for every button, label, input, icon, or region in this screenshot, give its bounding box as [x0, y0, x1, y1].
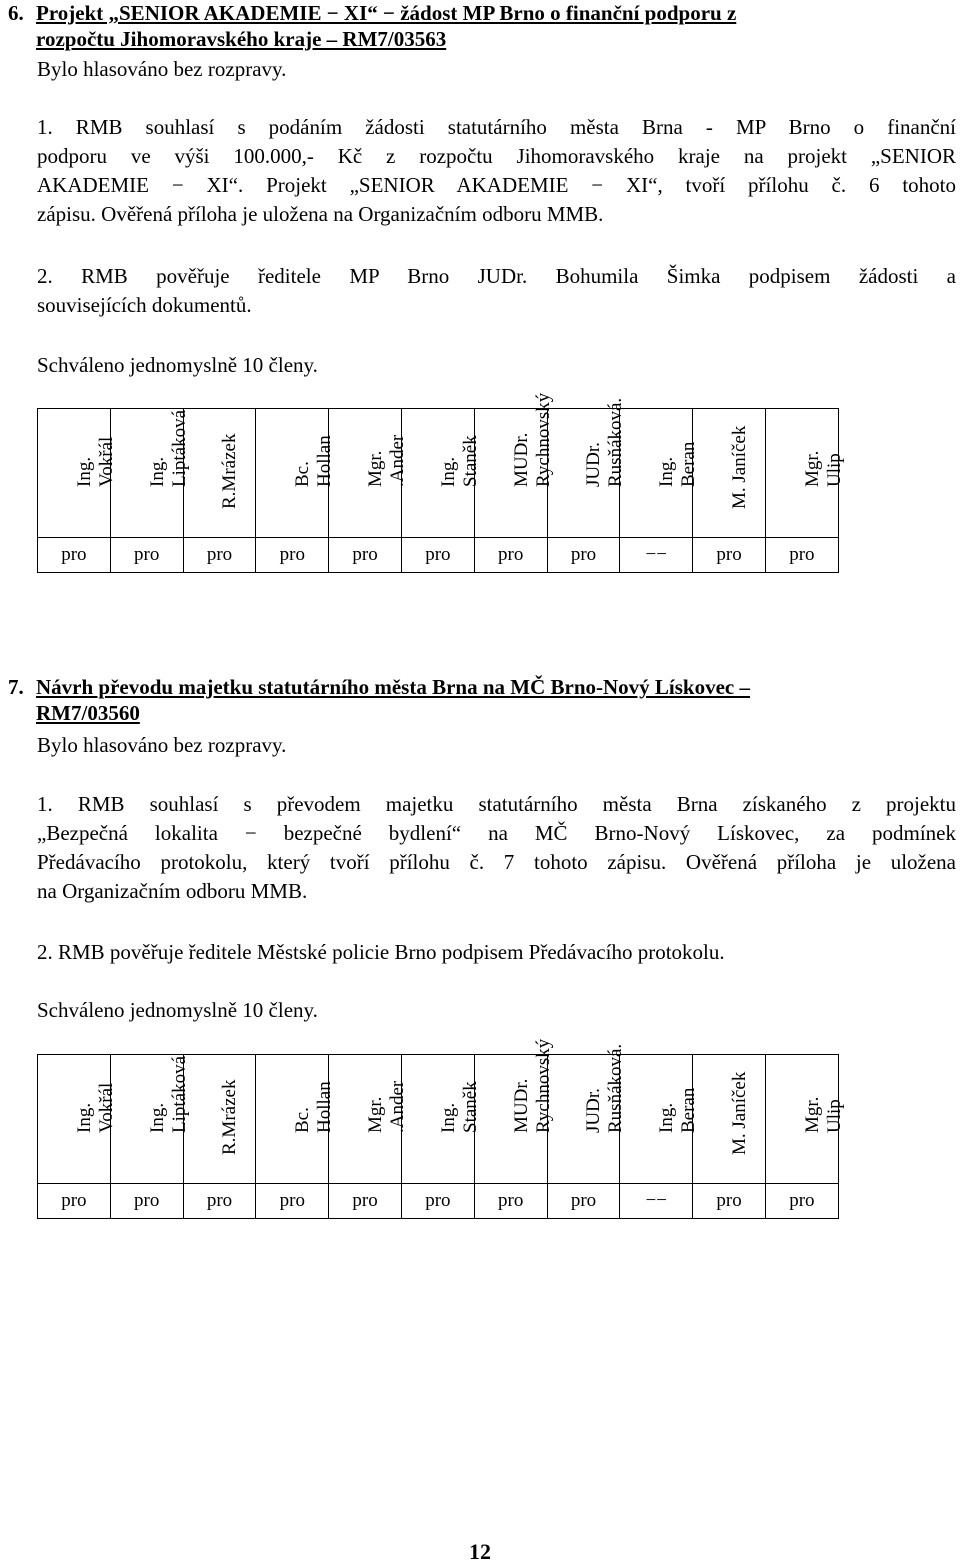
member-cell [620, 409, 700, 538]
section-7-res1-line-3: Předávacího protokolu, který tvoří přílohu č. 7 tohoto zápisu. Ověřená příloha je uložena [37, 850, 956, 874]
section-6-res1-line-2: podporu ve výši 100.000,- Kč z rozpočtu Jihomoravského kraje na projekt „SENIOR [37, 144, 956, 168]
member-name: MUDr. Rychnovský [510, 1038, 554, 1133]
member-name: JUDr. Rusňáková. [583, 1043, 627, 1133]
member-cell [183, 409, 256, 538]
section-6-vote-table [37, 392, 845, 573]
section-7-voting-note: Bylo hlasováno bez rozpravy. [37, 733, 287, 757]
vote-cell: pro [693, 1184, 766, 1219]
member-name: Ing. Vokřál [73, 1082, 117, 1133]
member-cell [329, 409, 409, 538]
member-cell [620, 1055, 700, 1184]
member-cell [329, 1055, 409, 1184]
section-7-title [36, 674, 750, 726]
section-7-approval: Schváleno jednomyslně 10 členy. [37, 998, 318, 1022]
member-cell [110, 409, 190, 538]
section-6-res2-line-2: souvisejících dokumentů. [37, 293, 252, 317]
member-cell [110, 1055, 190, 1184]
section-6-res1-line-3: AKADEMIE − XI“. Projekt „SENIOR AKADEMIE − XI“, tvoří přílohu č. 6 tohoto [37, 173, 956, 197]
member-name: Ing. Staněk [437, 435, 481, 487]
member-name: Mgr. Ulip [801, 450, 845, 487]
section-7-res1-line-2: „Bezpečná lokalita − bezpečné bydlení“ na MČ Brno-Nový Lískovec, za podmínek [37, 821, 956, 845]
member-cell [401, 409, 481, 538]
vote-cell: pro [474, 1184, 547, 1219]
section-7-number: 7. [8, 675, 24, 699]
vote-cell: pro [401, 538, 474, 573]
member-name: R.Mrázek [219, 433, 241, 509]
member-cell [474, 1038, 554, 1184]
vote-cell: pro [183, 1184, 256, 1219]
member-cell [183, 1055, 256, 1184]
vote-cell: pro [329, 538, 402, 573]
member-name: JUDr. Rusňáková. [583, 397, 627, 487]
member-name: M. Janíček [729, 425, 751, 509]
member-name: R.Mrázek [219, 1079, 241, 1155]
vote-cell: pro [183, 538, 256, 573]
section-7-heading [8, 674, 956, 726]
member-name: Bc. Hollan [292, 435, 336, 487]
vote-cell: pro [474, 538, 547, 573]
vote-cell: pro [765, 1184, 838, 1219]
member-name: Bc. Hollan [292, 1081, 336, 1133]
member-name: Ing. Staněk [437, 1081, 481, 1133]
section-7-res1-line-4: na Organizačním odboru MMB. [37, 879, 308, 903]
member-cell [547, 1043, 627, 1184]
member-cell [765, 1055, 845, 1184]
member-cell [256, 1055, 336, 1184]
section-6-res1-line-1: 1. RMB souhlasí s podáním žádosti statutárního města Brna - MP Brno o finanční [37, 115, 956, 139]
member-cell [547, 397, 627, 538]
vote-cell: pro [38, 1184, 111, 1219]
section-6-heading [8, 0, 956, 52]
section-6-title [36, 0, 736, 52]
vote-cell: pro [329, 1184, 402, 1219]
section-6-res1-line-4: zápisu. Ověřená příloha je uložena na Organizačním odboru MMB. [37, 202, 604, 226]
vote-cell: pro [401, 1184, 474, 1219]
member-name: Mgr. .Ander [365, 1080, 409, 1133]
vote-cell: pro [256, 538, 329, 573]
section-6-resolution-2 [37, 262, 956, 320]
member-name: Mgr. Ulip [801, 1096, 845, 1133]
section-6-title-line-1: Projekt „SENIOR AKADEMIE − XI“ − žádost MP Brno o finanční podporu z [36, 1, 737, 25]
section-6-votes-row [38, 538, 839, 573]
member-cell [693, 409, 766, 538]
vote-cell: pro [110, 538, 183, 573]
vote-cell: pro [256, 1184, 329, 1219]
member-cell [38, 409, 117, 538]
section-6-names-row [38, 409, 839, 538]
section-7-res1-line-1: 1. RMB souhlasí s převodem majetku statutárního města Brna získaného z projektu [37, 792, 956, 816]
section-6-title-line-2: rozpočtu Jihomoravského kraje – RM7/03563 [36, 27, 447, 51]
vote-cell: pro [38, 538, 111, 573]
member-name: Ing. Beran [656, 441, 700, 487]
member-name: Ing. Beran [656, 1087, 700, 1133]
member-name: Ing. Vokřál [73, 436, 117, 487]
member-cell [38, 1055, 117, 1184]
member-cell [765, 409, 845, 538]
section-6-number: 6. [8, 1, 24, 25]
vote-cell: pro [765, 538, 838, 573]
vote-cell: pro [547, 1184, 620, 1219]
section-6-voting-note: Bylo hlasováno bez rozpravy. [37, 57, 287, 81]
vote-cell: pro [110, 1184, 183, 1219]
section-7-title-line-1: Návrh převodu majetku statutárního města Brna na MČ Brno-Nový Lískovec – [36, 675, 750, 699]
section-6-resolution-1 [37, 113, 956, 229]
member-cell [474, 392, 554, 538]
section-7-resolution-1 [37, 790, 956, 906]
member-cell [693, 1055, 766, 1184]
section-6-approval: Schváleno jednomyslně 10 členy. [37, 353, 318, 377]
vote-cell: pro [693, 538, 766, 573]
vote-cell: −− [620, 538, 693, 573]
section-6-res2-line-1: 2. RMB pověřuje ředitele MP Brno JUDr. Bohumila Šimka podpisem žádosti a [37, 264, 956, 288]
section-7-names-row [38, 1055, 839, 1184]
section-7-title-line-2: RM7/03560 [36, 701, 140, 725]
section-7-resolution-2: 2. RMB pověřuje ředitele Městské policie Brno podpisem Předávacího protokolu. [37, 940, 725, 964]
vote-cell: −− [620, 1184, 693, 1219]
member-cell [256, 409, 336, 538]
member-name: Ing. Liptáková [146, 1055, 190, 1133]
member-name: Mgr. .Ander [365, 434, 409, 487]
section-7-vote-table [37, 1038, 845, 1219]
member-name: Ing. Liptáková [146, 409, 190, 487]
section-7-votes-row [38, 1184, 839, 1219]
member-cell [401, 1055, 481, 1184]
member-name: MUDr. Rychnovský [510, 392, 554, 487]
member-name: M. Janíček [729, 1071, 751, 1155]
page-number: 12 [469, 1539, 491, 1564]
vote-cell: pro [547, 538, 620, 573]
